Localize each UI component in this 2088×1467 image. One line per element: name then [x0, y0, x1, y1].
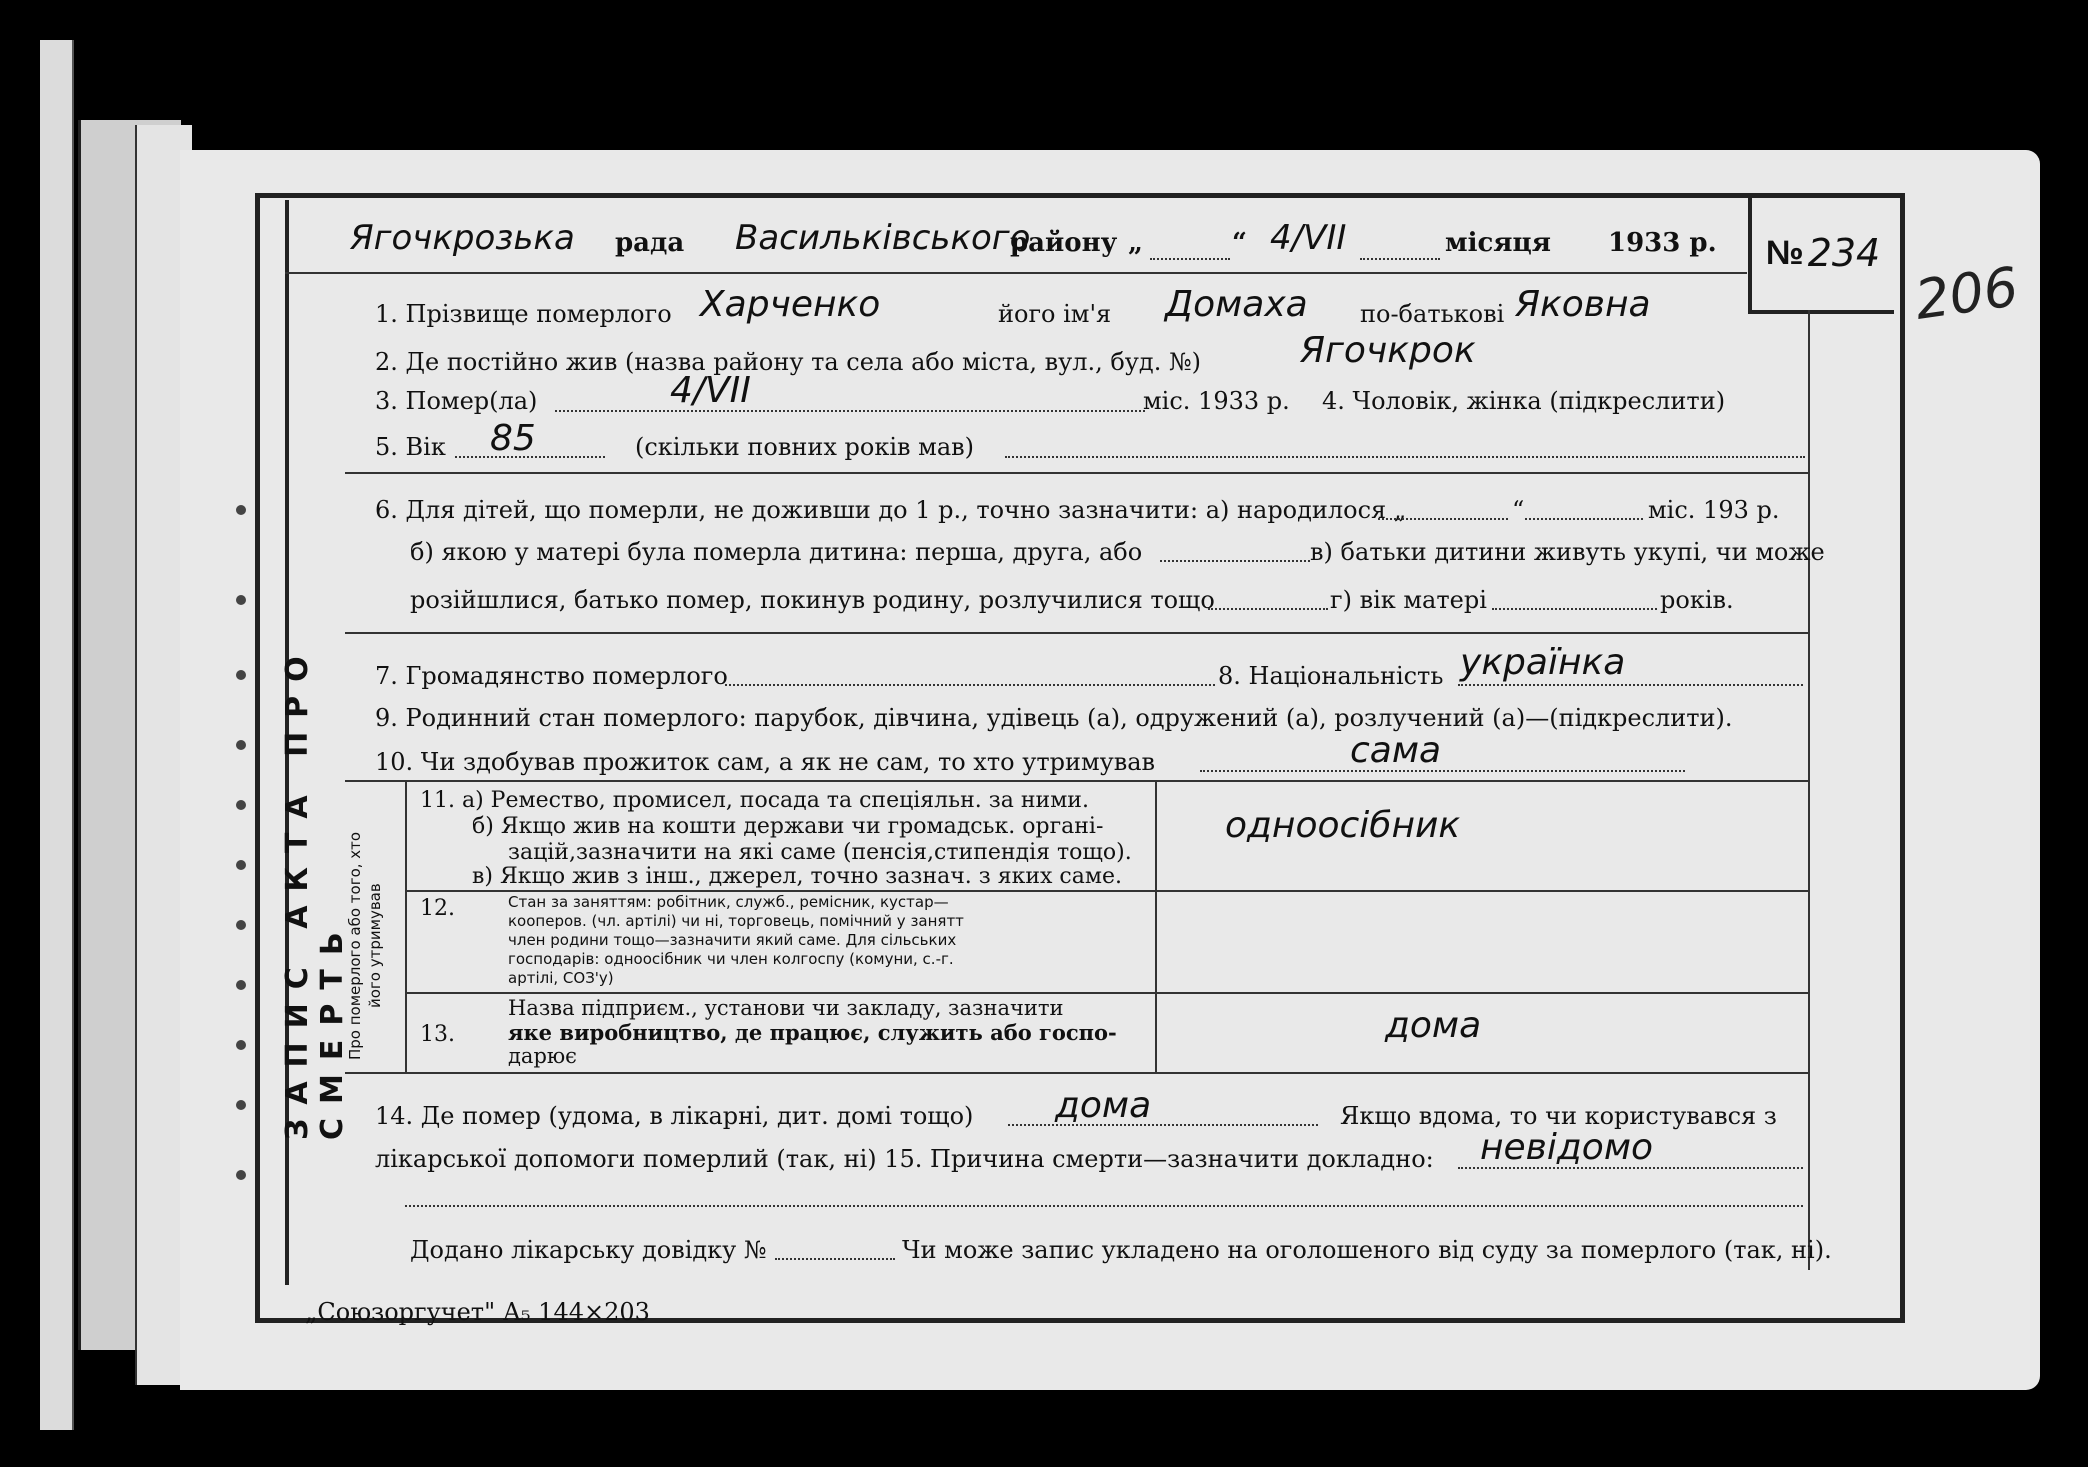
residence: Ягочкрок	[1300, 330, 1476, 371]
record-number: 234	[1807, 231, 1881, 275]
dotted-line	[1525, 518, 1643, 520]
dotted-line	[555, 410, 1145, 412]
attached-certificate-label: Додано лікарську довідку №	[410, 1236, 767, 1264]
margin-annotation: 206	[1911, 255, 2022, 332]
f13-line-3: дарює	[508, 1044, 577, 1068]
number-sign: №	[1765, 233, 1804, 272]
f6-line1: 6. Для дітей, що померли, не доживши до 1 р., точно зазначити: а) народилося „	[375, 496, 1407, 524]
block-divider	[405, 780, 407, 1072]
f6-quote: “	[1512, 496, 1525, 524]
district-name: Васильківського	[735, 218, 1031, 258]
dotted-line	[1005, 456, 1805, 458]
f1-label: 1. Прізвище померлого	[375, 300, 672, 328]
f10-label: 10. Чи здобував прожиток сам, а як не сам, то хто утримував	[375, 748, 1156, 776]
f6-line1-end: міс. 193 р.	[1648, 496, 1780, 524]
year-label: 1933 р.	[1608, 228, 1717, 258]
council-label: рада	[615, 228, 685, 258]
f14-tail: Якщо вдома, то чи користувався з	[1340, 1102, 1777, 1130]
f11-line-c: в) Якщо жив з інш., джерел, точно зазнач. з яких саме.	[472, 864, 1122, 889]
f12-line-2: кооперов. (чл. артілі) чи ні, торговець, помічний у занятт	[508, 912, 964, 930]
block-divider	[405, 890, 1808, 892]
surname: Харченко	[700, 284, 881, 325]
section-divider	[345, 472, 1808, 474]
dotted-line	[1208, 608, 1328, 610]
dotted-line	[1200, 770, 1685, 772]
dotted-line	[775, 1258, 895, 1260]
age: 85	[490, 418, 536, 459]
occupation: одноосібник	[1225, 805, 1461, 846]
block-divider	[1155, 780, 1157, 1072]
dotted-line	[1458, 684, 1803, 686]
dotted-line	[1150, 258, 1230, 260]
f12-num: 12.	[420, 896, 455, 921]
patronymic: Яковна	[1515, 284, 1651, 325]
f6-line2b: в) батьки дитини живуть укупі, чи може	[1310, 538, 1825, 566]
dotted-line	[1360, 258, 1440, 260]
f12-line-3: член родини тощо—зазначити який саме. Для сільських	[508, 931, 957, 949]
f6-line3a: розійшлися, батько помер, покинув родину, розлучилися тощо	[410, 586, 1215, 614]
f12-line-5: артілі, СОЗ'у)	[508, 969, 614, 987]
f6-line2a: б) якою у матері була померла дитина: перша, друга, або	[410, 538, 1143, 566]
f13-num: 13.	[420, 1022, 455, 1047]
month-label: місяця	[1445, 228, 1551, 258]
dotted-line	[405, 1205, 1803, 1207]
cause-of-death: невідомо	[1480, 1127, 1654, 1168]
quote-mark: „	[1128, 228, 1143, 258]
printer-imprint: „Союзоргучет" А₅ 144×203	[305, 1298, 650, 1326]
council-name: Ягочкрозька	[350, 218, 575, 258]
header-divider	[285, 272, 1747, 274]
death-date: 4/VII	[670, 370, 751, 411]
form-right-border	[1808, 310, 1810, 1270]
side-title: ЗАПИС АКТА ПРО СМЕРТЬ	[280, 642, 350, 1140]
dotted-line	[1378, 518, 1508, 520]
court-label: Чи може запис укладено на оголошеного від суду за померлого (так, ні).	[902, 1236, 1832, 1264]
f11-line-b2: зацій,зазначити на які саме (пенсія,стипендія тощо).	[508, 840, 1132, 865]
quote-mark: “	[1232, 228, 1247, 258]
occupation-side-label: Про померлого або того, хто його утримував	[346, 831, 384, 1060]
given-name: Домаха	[1165, 284, 1308, 325]
supported-by: сама	[1350, 730, 1442, 771]
record-number-box	[1748, 196, 1894, 314]
section-divider	[345, 632, 1808, 634]
f11-line-a: 11. а) Ремество, промисел, посада та спеціяльн. за ними.	[420, 788, 1089, 813]
f12-line-1: Стан за заняттям: робітник, служб., ремісник, кустар—	[508, 893, 949, 911]
place-of-death: дома	[1055, 1085, 1152, 1126]
f6-line3c: років.	[1660, 586, 1734, 614]
workplace: дома	[1385, 1005, 1482, 1046]
f15-line: лікарської допомоги померлий (так, ні) 15. Причина смерти—зазначити докладно:	[375, 1145, 1434, 1173]
f7-label: 7. Громадянство померлого	[375, 662, 728, 690]
section-divider	[345, 1072, 1808, 1074]
page-edge-strip	[40, 40, 74, 1430]
section-divider	[345, 780, 1808, 782]
f13-line-1: Назва підприєм., установи чи закладу, зазначити	[508, 996, 1064, 1020]
f11-line-b: б) Якщо жив на кошти держави чи громадськ. органі-	[472, 814, 1104, 839]
f13-line-2: яке виробництво, де працює, служить або госпо-	[508, 1020, 1117, 1045]
f8-label: 8. Національність	[1218, 662, 1444, 690]
patronymic-label: по-батькові	[1360, 300, 1505, 328]
f9-label: 9. Родинний стан померлого: парубок, дівчина, удівець (а), одружений (а), розлучений (а)—(підкреслити).	[375, 704, 1733, 732]
f3-month-label: міс. 1933 р.	[1143, 387, 1290, 415]
f14-label: 14. Де помер (удома, в лікарні, дит. домі тощо)	[375, 1102, 974, 1130]
block-divider	[405, 992, 1808, 994]
f3-label: 3. Помер(ла)	[375, 387, 538, 415]
f4-label: 4. Чоловік, жінка (підкреслити)	[1322, 387, 1726, 415]
f5-hint: (скільки повних років мав)	[635, 433, 975, 461]
f6-line3b: г) вік матері	[1330, 586, 1487, 614]
name-label: його ім'я	[998, 300, 1112, 328]
dotted-line	[1160, 560, 1310, 562]
dotted-line	[1492, 608, 1657, 610]
district-label: району	[1010, 228, 1118, 258]
dotted-line	[1458, 1167, 1803, 1169]
f2-label: 2. Де постійно жив (назва району та села або міста, вул., буд. №)	[375, 348, 1202, 376]
nationality: українка	[1460, 642, 1626, 683]
record-date: 4/VII	[1270, 218, 1347, 258]
f12-line-4: господарів: одноосібник чи член колгоспу (комуни, с.-г.	[508, 950, 954, 968]
dotted-line	[725, 684, 1215, 686]
f5-label: 5. Вік	[375, 433, 446, 461]
